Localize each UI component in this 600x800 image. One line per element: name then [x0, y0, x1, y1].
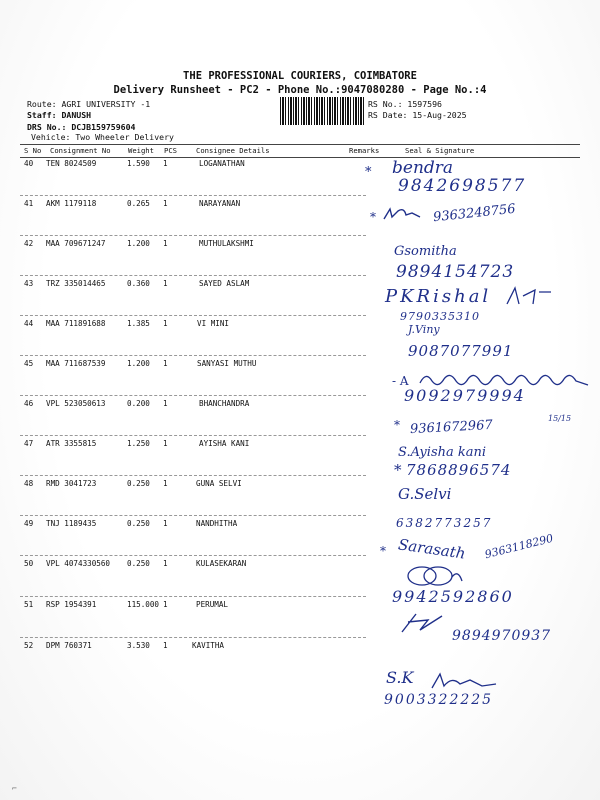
handwritten-mark: * — [380, 544, 386, 558]
handwritten-name: Gsomitha — [394, 244, 457, 259]
cell-sno: 41 — [24, 199, 34, 208]
col-header-remarks: Remarks — [349, 146, 380, 155]
scan-corner-mark: ⌐ — [12, 784, 17, 793]
cell-consignee: NARAYANAN — [199, 199, 241, 208]
cell-consignee: GUNA SELVI — [196, 479, 242, 488]
cell-consignee: MUTHULAKSHMI — [199, 239, 254, 248]
handwritten-note: 15/15 — [548, 414, 572, 423]
cell-consignee: SANYASI MUTHU — [197, 359, 257, 368]
cell-sno: 42 — [24, 239, 34, 248]
cell-sno: 47 — [24, 439, 34, 448]
cell-consignment: TRZ 335014465 — [46, 279, 106, 288]
handwritten-phone: 9363118290 — [483, 531, 555, 562]
cell-consignee: KULASEKARAN — [196, 559, 247, 568]
cell-pcs: 1 — [163, 519, 168, 528]
document-subtitle: Delivery Runsheet - PC2 - Phone No.:9047080280 - Page No.:4 — [113, 84, 487, 96]
cell-pcs: 1 — [163, 279, 168, 288]
header-bottom-rule — [20, 157, 580, 158]
handwritten-phone: 6382773257 — [396, 516, 493, 530]
cell-consignment: RMD 3041723 — [46, 479, 97, 488]
route-label: Route: AGRI UNIVERSITY -1 — [27, 99, 151, 109]
handwritten-phone: 9790335310 — [400, 310, 480, 323]
cell-consignee: AYISHA KANI — [199, 439, 250, 448]
col-header-consignee: Consignee Details — [196, 146, 270, 155]
cell-weight: 0.250 — [127, 479, 150, 488]
cell-sno: 43 — [24, 279, 34, 288]
rs-date: RS Date: 15-Aug-2025 — [368, 110, 467, 120]
handwritten-mark: * — [365, 165, 372, 180]
handwritten-phone: 9087077991 — [408, 342, 514, 360]
handwritten-phone: 9361672967 — [409, 417, 494, 438]
row-divider — [20, 596, 366, 597]
cell-weight: 0.200 — [127, 399, 150, 408]
cell-consignment: ATR 3355815 — [46, 439, 97, 448]
vehicle-label: Vehicle: Two Wheeler Delivery — [31, 132, 174, 142]
row-divider — [20, 235, 366, 236]
cell-consignment: TNJ 1189435 — [46, 519, 97, 528]
cell-sno: 52 — [24, 641, 34, 650]
cell-consignee: VI MINI — [197, 319, 230, 328]
barcode — [280, 97, 365, 125]
handwritten-phone: 9894970937 — [452, 628, 552, 644]
handwritten-name: bendra — [392, 158, 454, 178]
handwritten-name: Sarasath — [397, 535, 467, 563]
cell-sno: 45 — [24, 359, 34, 368]
cell-sno: 51 — [24, 600, 34, 609]
cell-consignment: MAA 709671247 — [46, 239, 106, 248]
handwritten-phone: 9092979994 — [404, 386, 526, 405]
cell-weight: 0.250 — [127, 559, 150, 568]
signature-scribble — [382, 205, 422, 227]
row-divider — [20, 555, 366, 556]
cell-weight: 0.265 — [127, 199, 150, 208]
signature-scribble — [505, 286, 555, 312]
handwritten-name: S.K — [386, 668, 414, 687]
drs-number: DRS No.: DCJB159759604 — [27, 122, 136, 132]
handwritten-name: PKRishal — [385, 286, 492, 307]
handwritten-phone: 9942592860 — [392, 587, 514, 606]
row-divider — [20, 475, 366, 476]
row-divider — [20, 275, 366, 276]
cell-pcs: 1 — [163, 359, 168, 368]
cell-weight: 1.250 — [127, 439, 150, 448]
cell-sno: 46 — [24, 399, 34, 408]
cell-pcs: 1 — [163, 641, 168, 650]
cell-weight: 115.000 — [127, 600, 160, 609]
cell-sno: 50 — [24, 559, 34, 568]
cell-pcs: 1 — [163, 439, 168, 448]
rs-number: RS No.: 1597596 — [368, 99, 442, 109]
cell-consignee: SAYED ASLAM — [199, 279, 250, 288]
handwritten-mark: * — [394, 418, 400, 432]
handwritten-name: S.Ayisha kani — [398, 445, 487, 460]
cell-weight: 0.360 — [127, 279, 150, 288]
cell-pcs: 1 — [163, 159, 168, 168]
handwritten-phone: 9894154723 — [396, 262, 515, 282]
cell-consignment: DPM 760371 — [46, 641, 92, 650]
col-header-sno: S No — [24, 146, 42, 155]
cell-pcs: 1 — [163, 319, 168, 328]
handwritten-name: G.Selvi — [398, 485, 452, 503]
handwritten-phone: 9842698577 — [398, 176, 527, 196]
header-top-rule — [20, 144, 580, 145]
cell-pcs: 1 — [163, 199, 168, 208]
cell-pcs: 1 — [163, 239, 168, 248]
signature-scribble — [398, 610, 448, 640]
row-divider — [20, 195, 366, 196]
cell-weight: 1.200 — [127, 359, 150, 368]
svg-text:- A: - A — [392, 374, 409, 388]
cell-pcs: 1 — [163, 600, 168, 609]
handwritten-phone: 9363248756 — [432, 201, 517, 226]
cell-sno: 48 — [24, 479, 34, 488]
cell-weight: 3.530 — [127, 641, 150, 650]
cell-consignment: MAA 711687539 — [46, 359, 106, 368]
cell-consignment: VPL 523050613 — [46, 399, 106, 408]
cell-consignee: PERUMAL — [196, 600, 229, 609]
cell-consignment: MAA 711891688 — [46, 319, 106, 328]
cell-sno: 40 — [24, 159, 34, 168]
cell-consignment: VPL 4074330560 — [46, 559, 111, 568]
cell-consignment: RSP 1954391 — [46, 600, 97, 609]
row-divider — [20, 435, 366, 436]
cell-consignment: TEN 8024509 — [46, 159, 97, 168]
cell-consignee: BHANCHANDRA — [199, 399, 250, 408]
row-divider — [20, 637, 366, 638]
document-title: THE PROFESSIONAL COURIERS, COIMBATORE — [183, 70, 417, 82]
handwritten-mark: * — [370, 210, 376, 224]
cell-consignment: AKM 1179118 — [46, 199, 97, 208]
col-header-signature: Seal & Signature — [405, 146, 475, 155]
cell-weight: 1.385 — [127, 319, 150, 328]
staff-label: Staff: DANUSH — [27, 110, 92, 120]
handwritten-name: J.Viny — [408, 323, 440, 336]
row-divider — [20, 355, 366, 356]
cell-sno: 49 — [24, 519, 34, 528]
col-header-pcs: PCS — [164, 146, 177, 155]
cell-pcs: 1 — [163, 399, 168, 408]
cell-consignee: LOGANATHAN — [199, 159, 245, 168]
cell-pcs: 1 — [163, 559, 168, 568]
handwritten-phone: 9003322225 — [384, 692, 494, 708]
handwritten-mark: * — [394, 461, 402, 479]
row-divider — [20, 315, 366, 316]
handwritten-phone: 7868896574 — [406, 461, 512, 479]
col-header-weight: Weight — [128, 146, 154, 155]
row-divider — [20, 395, 366, 396]
row-divider — [20, 515, 366, 516]
cell-weight: 1.590 — [127, 159, 150, 168]
cell-pcs: 1 — [163, 479, 168, 488]
cell-consignee: NANDHITHA — [196, 519, 238, 528]
cell-consignee: KAVITHA — [192, 641, 225, 650]
cell-weight: 1.200 — [127, 239, 150, 248]
col-header-consignment: Consignment No — [50, 146, 111, 155]
cell-weight: 0.250 — [127, 519, 150, 528]
cell-sno: 44 — [24, 319, 34, 328]
